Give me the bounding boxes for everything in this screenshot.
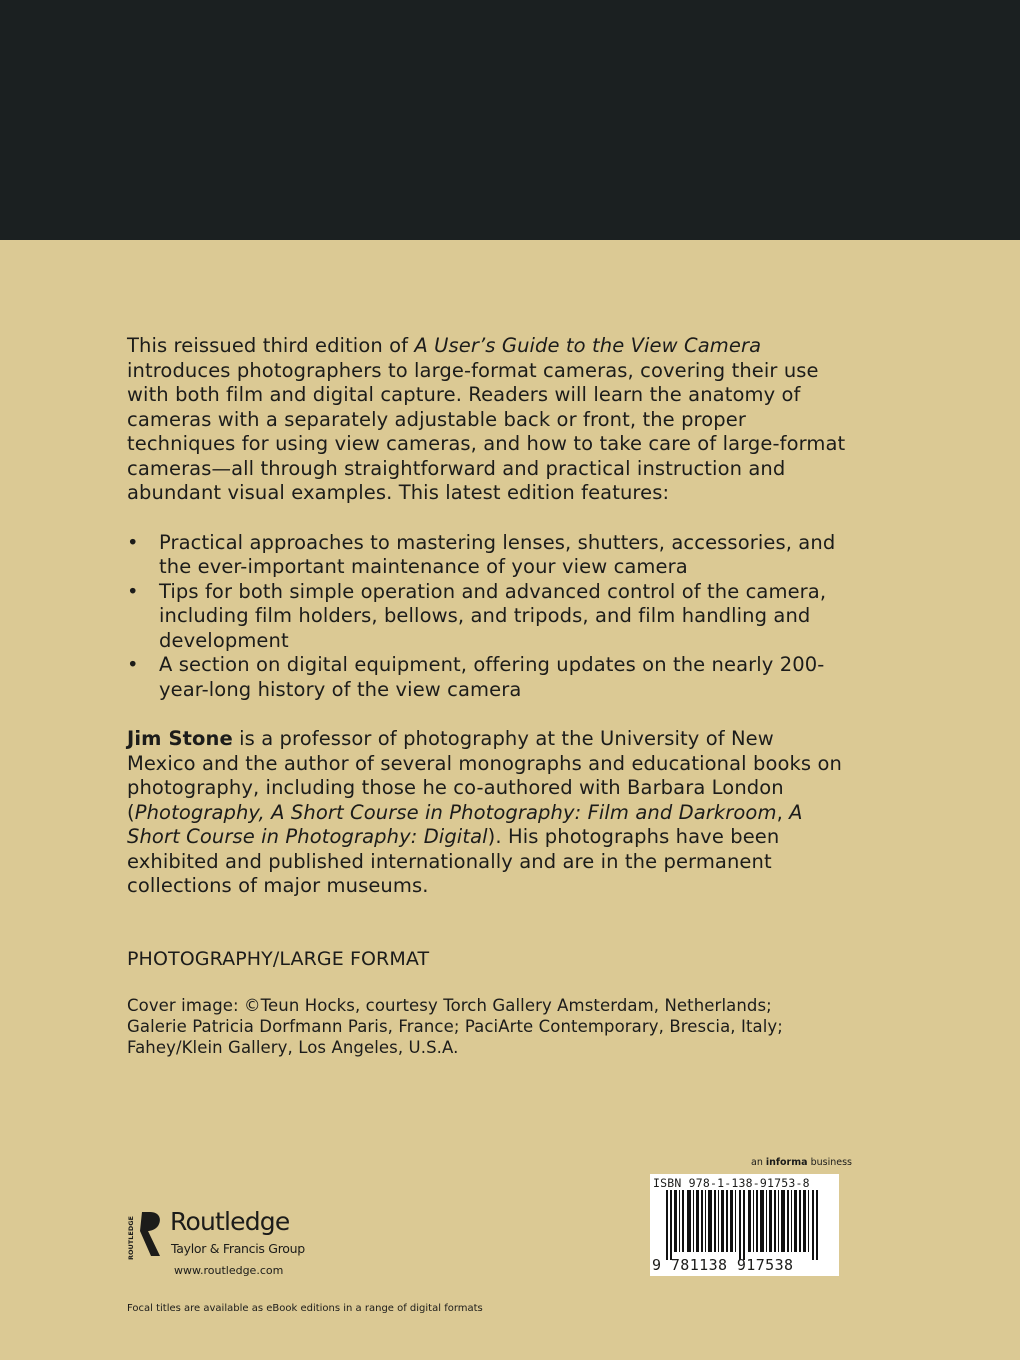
cover-credit: Cover image: ©Teun Hocks, courtesy Torch Gallery Amsterdam, Netherlands; Galerie Patricia Dorfmann Paris, France; PaciArte Contemporary, Brescia, Italy; Fahey/Klein Gallery, Los Angeles, U.S.A. <box>127 996 783 1057</box>
intro-lead: This reissued third edition of <box>127 334 415 357</box>
publisher-url[interactable]: www.routledge.com <box>174 1264 284 1277</box>
bio-works: A Short Course in Photography: Digital <box>127 800 803 848</box>
bio-works: Photography, A Short Course in Photography: Film and Darkroom <box>134 800 777 824</box>
feature-list <box>127 531 847 703</box>
informa-tagline: an informa business <box>751 1157 852 1168</box>
isbn-barcode <box>650 1174 839 1276</box>
back-cover-text <box>127 334 847 1058</box>
bullet-icon: • <box>127 653 139 676</box>
author-bio: Jim Stone is a professor of photography at the University of New Mexico and the author of several monographs and educational books on photography, including those he co-authored with Barbara London (Photography, A Short Course in Photography: Film and Darkroom, A Short Course in Photography: Digital). His photographs have been exhibited and published internationally and are in the permanent collections of major museums. <box>127 727 842 897</box>
author-name: Jim Stone <box>127 727 233 750</box>
isbn-label: ISBN 978-1-138-91753-8 <box>653 1176 810 1190</box>
routledge-logo-icon <box>128 1210 164 1262</box>
footer-note: Focal titles are available as eBook editions in a range of digital formats <box>127 1303 483 1314</box>
intro-rest: introduces photographers to large-format cameras, covering their use with both film and digital capture. Readers will learn the anatomy of cameras with a separately adjustable back or front, the proper techniques for using view cameras, and how to take care of large-format cameras—all through straightforward and practical instruction and abundant visual examples. This latest edition features: <box>127 358 846 504</box>
list-item: • Tips for both simple operation and advanced control of the camera, including film holders, bellows, and tripods, and film handling and development <box>127 579 827 652</box>
barcode-number: 9 781138 917538 <box>652 1256 794 1274</box>
barcode-icon <box>666 1190 826 1260</box>
publisher-name: Routledge <box>170 1207 290 1236</box>
svg-text:ROUTLEDGE: ROUTLEDGE <box>127 1216 135 1260</box>
publisher-group: Taylor & Francis Group <box>171 1241 305 1256</box>
list-item: • Practical approaches to mastering lenses, shutters, accessories, and the ever-important maintenance of your view camera <box>127 530 836 578</box>
bullet-icon: • <box>127 530 139 554</box>
category-label: PHOTOGRAPHY/LARGE FORMAT <box>127 947 430 970</box>
list-item: • A section on digital equipment, offering updates on the nearly 200-year-long history of the view camera <box>127 653 825 701</box>
intro-paragraph <box>127 334 847 506</box>
cover-top-band <box>0 0 1020 240</box>
book-title: A User’s Guide to the View Camera <box>414 334 762 357</box>
bullet-icon: • <box>127 579 139 603</box>
